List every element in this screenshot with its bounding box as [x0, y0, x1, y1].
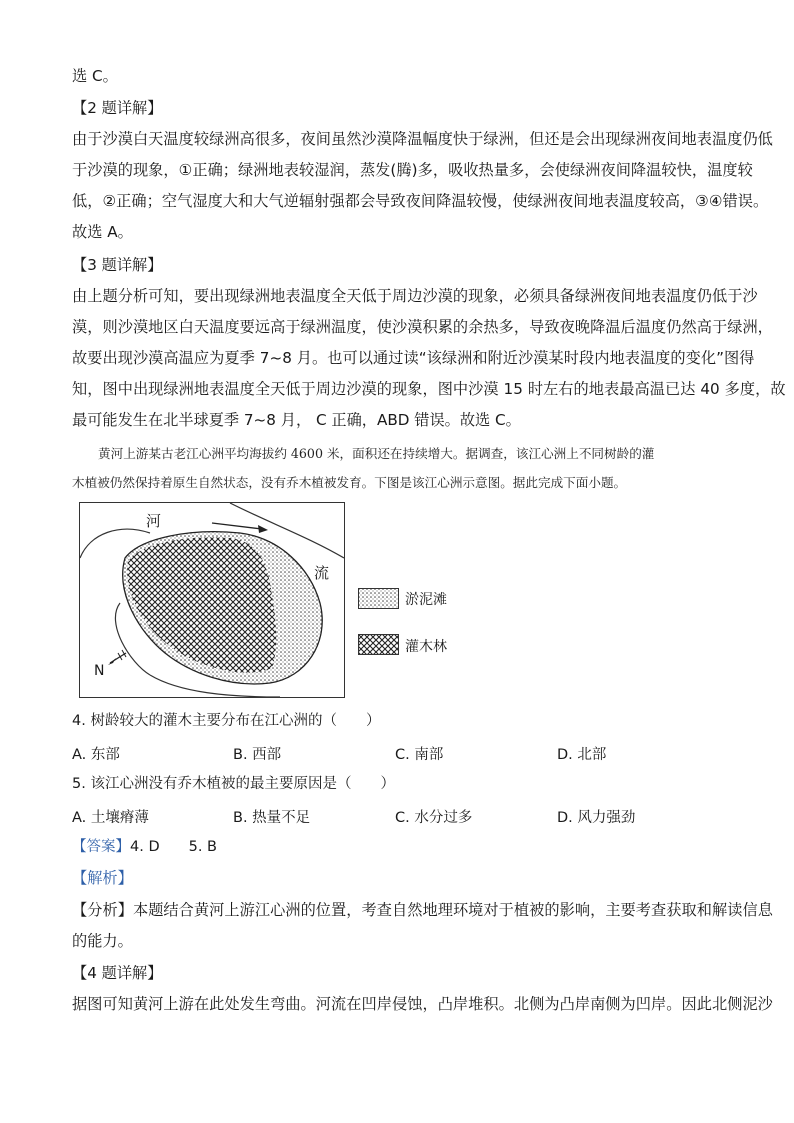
material-intro-line: 木植被仍然保持着原生自然状态，没有乔木植被发育。下图是该江心洲示意图。据此完成下面小题。 — [72, 475, 627, 490]
text-line: 由上题分析可知，要出现绿洲地表温度全天低于周边沙漠的现象，必须具备绿洲夜间地表温度仍低于沙 — [72, 287, 758, 305]
river-label-liu: 流 — [314, 564, 330, 582]
question-stem: 5. 该江心洲没有乔木植被的最主要原因是（ ） — [72, 776, 395, 792]
text-line: 低，②正确；空气湿度大和大气逆辐射强都会导致夜间降温较慢，使绿洲夜间地表温度较高，③④错误。 — [72, 192, 769, 210]
option-c: C. 南部 — [395, 747, 444, 763]
text-line: 最可能发生在北半球夏季 7~8 月， C 正确，ABD 错误。故选 C。 — [72, 411, 521, 429]
fenxi-text: 本题结合黄河上游江心洲的位置，考查自然地理环境对于植被的影响，主要考查获取和解读信息 — [132, 901, 773, 919]
question-stem: 4. 树龄较大的灌木主要分布在江心洲的（ ） — [72, 713, 381, 729]
analysis-tag: 【解析】 — [72, 869, 133, 887]
flow-arrow-head-icon — [258, 525, 268, 533]
north-label: N — [94, 663, 105, 679]
option-d: D. 北部 — [557, 747, 607, 763]
option-a: A. 土壤瘠薄 — [72, 810, 149, 826]
legend-label-mudflat: 淤泥滩 — [405, 592, 447, 608]
river-label-he: 河 — [146, 512, 162, 530]
answer-tag: 【答案】 — [72, 839, 130, 855]
option-d: D. 风力强劲 — [557, 810, 636, 826]
option-b: B. 西部 — [233, 747, 282, 763]
option-c: C. 水分过多 — [395, 810, 473, 826]
text-line: 由于沙漠白天温度较绿洲高很多，夜间虽然沙漠降温幅度快于绿洲，但还是会出现绿洲夜间地表温度仍低 — [72, 130, 773, 148]
text-line: 于沙漠的现象，①正确；绿洲地表较湿润，蒸发(腾)多，吸收热量多，会使绿洲夜间降温较快，温度较 — [72, 161, 753, 179]
section-heading-q2: 【2 题详解】 — [72, 99, 163, 117]
option-b: B. 热量不足 — [233, 810, 311, 826]
text-line: 故选 A。 — [72, 223, 133, 241]
island-map-figure — [79, 502, 345, 698]
option-a: A. 东部 — [72, 747, 120, 763]
legend-swatch-mudflat — [358, 588, 400, 610]
flow-arrow-icon — [212, 523, 262, 529]
section-heading-q3: 【3 题详解】 — [72, 256, 163, 274]
text-line: 的能力。 — [72, 932, 133, 950]
text-line: 故要出现沙漠高温应为夏季 7~8 月。也可以通过读“该绿洲和附近沙漠某时段内地表温度的变化”图得 — [72, 349, 755, 367]
analysis-line — [72, 900, 773, 920]
text-line: 选 C。 — [72, 67, 118, 85]
island-map — [80, 503, 344, 697]
material-intro-line: 黄河上游某古老江心洲平均海拔约 4600 米，面积还在持续增大。据调查，该江心洲上不同树龄的灌 — [98, 446, 655, 461]
answer-line — [72, 837, 217, 857]
text-line: 漠，则沙漠地区白天温度要远高于绿洲温度，使沙漠积累的余热多，导致夜晚降温后温度仍然高于绿洲， — [72, 318, 773, 336]
shrub-area — [127, 537, 276, 672]
legend-label-shrub: 灌木林 — [405, 639, 447, 655]
legend-swatch-shrub — [358, 634, 400, 656]
fenxi-tag: 【分析】 — [72, 901, 133, 919]
section-heading-q4: 【4 题详解】 — [72, 964, 163, 982]
text-line: 据图可知黄河上游在此处发生弯曲。河流在凹岸侵蚀，凸岸堆积。北侧为凸岸南侧为凹岸。因此北侧泥沙 — [72, 995, 773, 1013]
answer-value: 4. D 5. B — [130, 839, 217, 855]
text-line: 知，图中出现绿洲地表温度全天低于周边沙漠的现象，图中沙漠 15 时左右的地表最高温已达 40 多度，故 — [72, 380, 786, 398]
